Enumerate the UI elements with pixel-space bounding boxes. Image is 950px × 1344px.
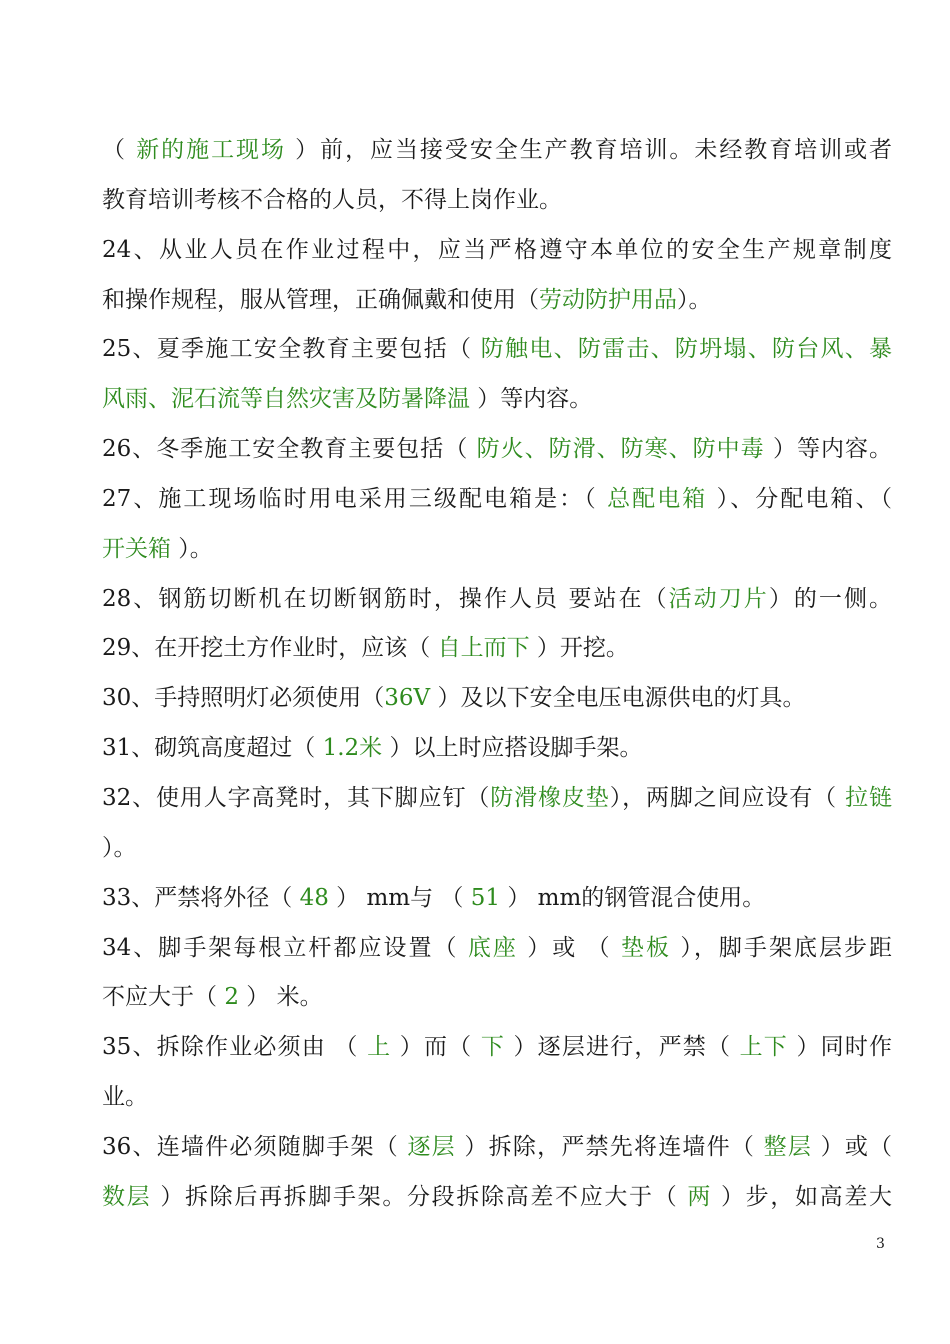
answer-text: 两 bbox=[687, 1183, 713, 1210]
question-text: ）步，如高差大 bbox=[712, 1183, 892, 1210]
text-line bbox=[102, 575, 892, 625]
question-text: ）。 bbox=[102, 834, 137, 861]
document-body bbox=[102, 126, 892, 1223]
question-text: 30、手持照明灯必须使用（ bbox=[102, 685, 385, 712]
answer-text: 上下 bbox=[739, 1034, 788, 1061]
answer-text: 2 bbox=[224, 984, 239, 1011]
answer-text: 上 bbox=[367, 1034, 392, 1061]
text-line bbox=[102, 375, 892, 425]
answer-text: 垫板 bbox=[620, 934, 672, 961]
question-text: ）或（ bbox=[812, 1133, 892, 1160]
question-text: ） mm与 （ bbox=[328, 884, 471, 911]
question-text: ）同时作 bbox=[788, 1034, 892, 1061]
text-line bbox=[102, 475, 892, 525]
page-number: 3 bbox=[876, 1236, 885, 1252]
question-text: （ bbox=[102, 137, 137, 163]
question-text: 33、严禁将外径（ bbox=[102, 884, 300, 911]
question-text: ）、分配电箱、（ bbox=[707, 485, 892, 512]
question-text: 24、从业人员在作业过程中，应当严格遵守本单位的安全生产规章制度 bbox=[102, 236, 892, 263]
question-text: ） mm的钢管混合使用。 bbox=[500, 884, 766, 911]
question-text: 26、冬季施工安全教育主要包括（ bbox=[102, 436, 477, 463]
question-text: 32、使用人字高凳时，其下脚应钉（ bbox=[102, 784, 491, 811]
text-line bbox=[102, 674, 892, 724]
question-text: 业。 bbox=[102, 1084, 148, 1111]
question-text: ）以上时应搭设脚手架。 bbox=[382, 735, 643, 762]
question-text: ）拆除后再拆脚手架。分段拆除高差不应大于（ bbox=[151, 1183, 688, 1210]
question-text: 和操作规程，服从管理，正确佩戴和使用（ bbox=[102, 286, 539, 313]
answer-text: 劳动防护用品 bbox=[539, 286, 677, 313]
question-text: ）等内容。 bbox=[470, 386, 593, 413]
question-text: 25、夏季施工安全教育主要包括（ bbox=[102, 336, 481, 363]
answer-text: 整层 bbox=[763, 1133, 813, 1160]
text-line bbox=[102, 874, 892, 924]
answer-text: 防触电、防雷击、防坍塌、防台风、暴 bbox=[480, 336, 892, 363]
answer-text: 开关箱 bbox=[102, 535, 171, 562]
answer-text: 48 bbox=[299, 884, 329, 911]
answer-text: 活动刀片 bbox=[668, 585, 769, 612]
text-line bbox=[102, 126, 892, 176]
text-line bbox=[102, 525, 892, 575]
text-line bbox=[102, 425, 892, 475]
text-line bbox=[102, 276, 892, 326]
answer-text: 新的施工现场 bbox=[136, 137, 286, 163]
question-text: ），脚手架底层步距 bbox=[671, 934, 892, 961]
question-text: ）。 bbox=[171, 535, 213, 562]
question-text: ），两脚之间应设有（ bbox=[609, 784, 846, 811]
question-text: 28、钢筋切断机在切断钢筋时，操作人员 要站在（ bbox=[102, 585, 669, 612]
text-line bbox=[102, 724, 892, 774]
question-text: 34、脚手架每根立杆都应设置（ bbox=[102, 934, 468, 961]
answer-text: 自上而下 bbox=[437, 635, 530, 662]
answer-text: 下 bbox=[480, 1034, 505, 1061]
text-line bbox=[102, 325, 892, 375]
text-line bbox=[102, 973, 892, 1023]
question-text: ）开挖。 bbox=[529, 635, 629, 662]
question-text: ）。 bbox=[677, 286, 712, 313]
answer-text: 36V bbox=[384, 685, 431, 712]
answer-text: 防滑橡皮垫 bbox=[490, 784, 610, 811]
question-text: ）等内容。 bbox=[764, 436, 892, 463]
question-text: ）及以下安全电压电源供电的灯具。 bbox=[430, 685, 806, 712]
text-line bbox=[102, 226, 892, 276]
answer-text: 风雨、泥石流等自然灾害及防暑降温 bbox=[102, 386, 470, 413]
question-text: ）的一侧。 bbox=[768, 585, 892, 612]
question-text: ） 米。 bbox=[238, 984, 323, 1011]
text-line bbox=[102, 824, 892, 874]
text-line bbox=[102, 624, 892, 674]
question-text: 不应大于（ bbox=[102, 984, 225, 1011]
answer-text: 底座 bbox=[467, 934, 518, 961]
text-line bbox=[102, 1123, 892, 1173]
question-text: ）拆除，严禁先将连墙件（ bbox=[455, 1133, 764, 1160]
answer-text: 51 bbox=[470, 884, 501, 911]
answer-text: 逐层 bbox=[407, 1133, 456, 1160]
question-text: 教育培训考核不合格的人员，不得上岗作业。 bbox=[102, 186, 562, 213]
answer-text: 1.2米 bbox=[322, 735, 383, 762]
question-text: ）逐层进行，严禁（ bbox=[505, 1034, 740, 1061]
question-text: 31、砌筑高度超过（ bbox=[102, 735, 323, 762]
text-line bbox=[102, 1073, 892, 1123]
text-line bbox=[102, 1173, 892, 1223]
answer-text: 数层 bbox=[102, 1183, 152, 1210]
answer-text: 总配电箱 bbox=[607, 485, 708, 512]
question-text: 36、连墙件必须随脚手架（ bbox=[102, 1133, 408, 1160]
text-line bbox=[102, 176, 892, 226]
question-text: 29、在开挖土方作业时，应该（ bbox=[102, 635, 438, 662]
text-line bbox=[102, 774, 892, 824]
question-text: ）前，应当接受安全生产教育培训。未经教育培训或者 bbox=[285, 137, 892, 163]
question-text: ）或 （ bbox=[517, 934, 621, 961]
answer-text: 防火、防滑、防寒、防中毒 bbox=[476, 436, 765, 463]
text-line bbox=[102, 1023, 892, 1073]
text-line bbox=[102, 924, 892, 974]
question-text: 27、施工现场临时用电采用三级配电箱是：（ bbox=[102, 485, 608, 512]
question-text: 35、拆除作业必须由 （ bbox=[102, 1034, 368, 1061]
answer-text: 拉链 bbox=[845, 784, 892, 811]
question-text: ）而（ bbox=[391, 1034, 481, 1061]
